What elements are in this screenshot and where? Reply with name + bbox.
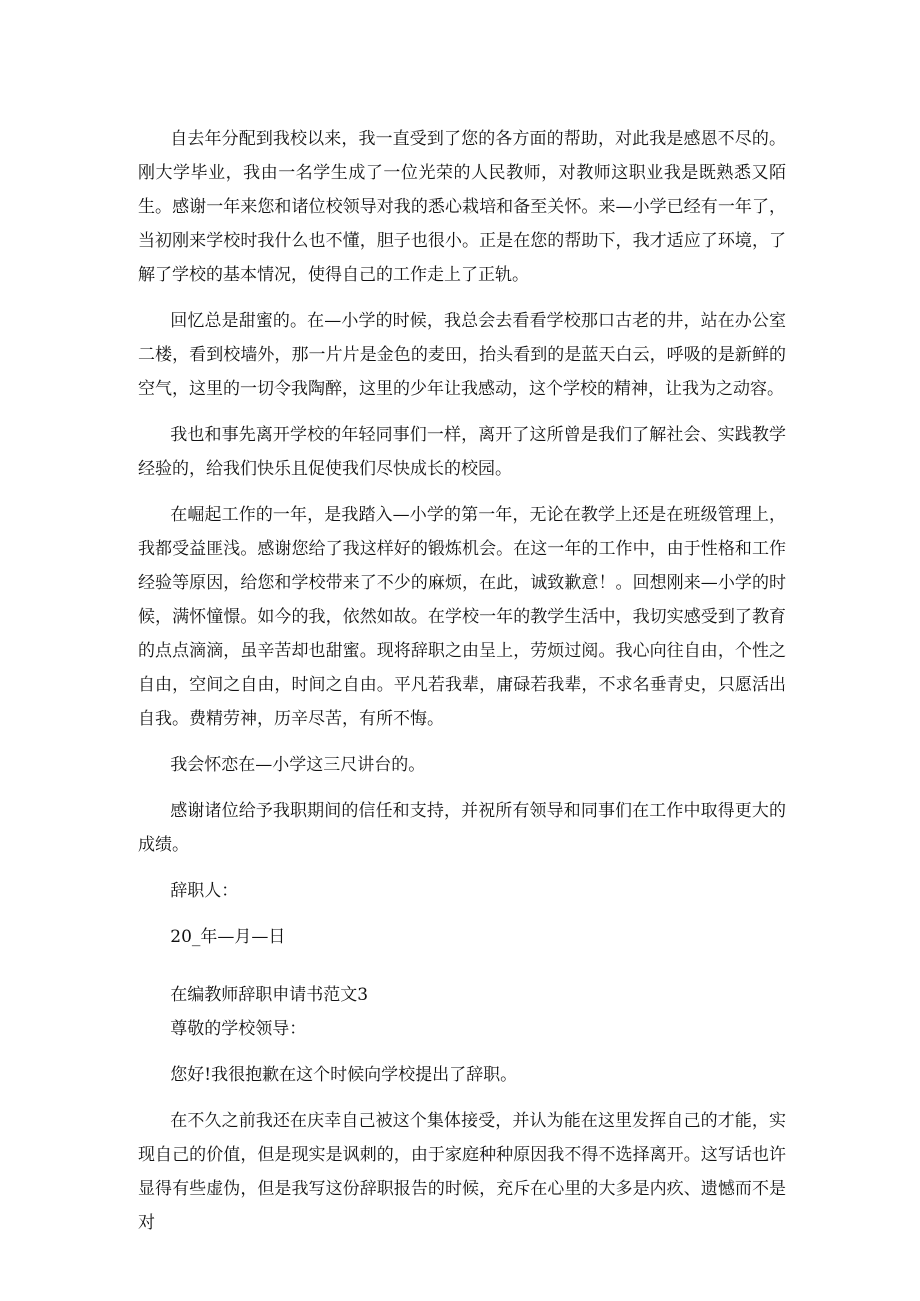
- section-title: 在编教师辞职申请书范文3: [170, 985, 369, 1005]
- paragraph-podium: 我会怀恋在—小学这三尺讲台的。: [170, 755, 426, 775]
- signature-label: 辞职人：: [170, 881, 239, 901]
- paragraph-reason: 在不久之前我还在庆幸自己被这个集体接受，并认为能在这里发挥自己的才能，实现自己的价值，但是现实是讽刺的，由于家庭种种原因我不得不选择离开。这写话也许显得有些虚伪，但是我写这份辞职报告的时候，充斥在心里的大多是内疚、遗憾而不是对: [138, 1111, 786, 1233]
- paragraph-first-year: 在崛起工作的一年，是我踏入—小学的第一年，无论在教学上还是在班级管理上，我都受益匪浅。感谢您给了我这样好的锻炼机会。在这一年的工作中，由于性格和工作经验等原因，给您和学校带来了不少的麻烦，在此，诚致歉意！。回想刚来—小学的时候，满怀憧憬。如今的我，依然如故。在学校一年的教学生活中，我切实感受到了教育的点点滴滴，虽辛苦却也甜蜜。现将辞职之由呈上，劳烦过阅。我心向往自由，个性之自由，空间之自由，时间之自由。平凡若我辈，庸碌若我辈，不求名垂青史，只愿活出自我。费精劳神，历辛尽苦，有所不悔。: [138, 505, 786, 729]
- salutation: 尊敬的学校领导：: [170, 1019, 307, 1039]
- paragraph-thanks: 感谢诸位给予我职期间的信任和支持，并祝所有领导和同事们在工作中取得更大的成绩。: [138, 801, 786, 855]
- paragraph-greeting: 您好!我很抱歉在这个时候向学校提出了辞职。: [170, 1065, 518, 1085]
- paragraph-memories: 回忆总是甜蜜的。在—小学的时候，我总会去看看学校那口古老的井，站在办公室二楼，看到校墙外，那一片片是金色的麦田，抬头看到的是蓝天白云，呼吸的是新鲜的空气，这里的一切令我陶醉，这里的少年让我感动，这个学校的精神，让我为之动容。: [138, 311, 786, 399]
- paragraph-colleagues: 我也和事先离开学校的年轻同事们一样，离开了这所曾是我们了解社会、实践教学经验的，给我们快乐且促使我们尽快成长的校园。: [138, 425, 786, 479]
- document-page: [138, 122, 786, 1240]
- paragraph-gratitude: 自去年分配到我校以来，我一直受到了您的各方面的帮助，对此我是感恩不尽的。刚大学毕业，我由一名学生成了一位光荣的人民教师，对教师这职业我是既熟悉又陌生。感谢一年来您和诸位校领导对我的悉心栽培和备至关怀。来—小学已经有一年了，当初刚来学校时我什么也不懂，胆子也很小。正是在您的帮助下，我才适应了环境，了解了学校的基本情况，使得自己的工作走上了正轨。: [138, 129, 786, 285]
- date-line: 20_年—月—日: [170, 927, 286, 947]
